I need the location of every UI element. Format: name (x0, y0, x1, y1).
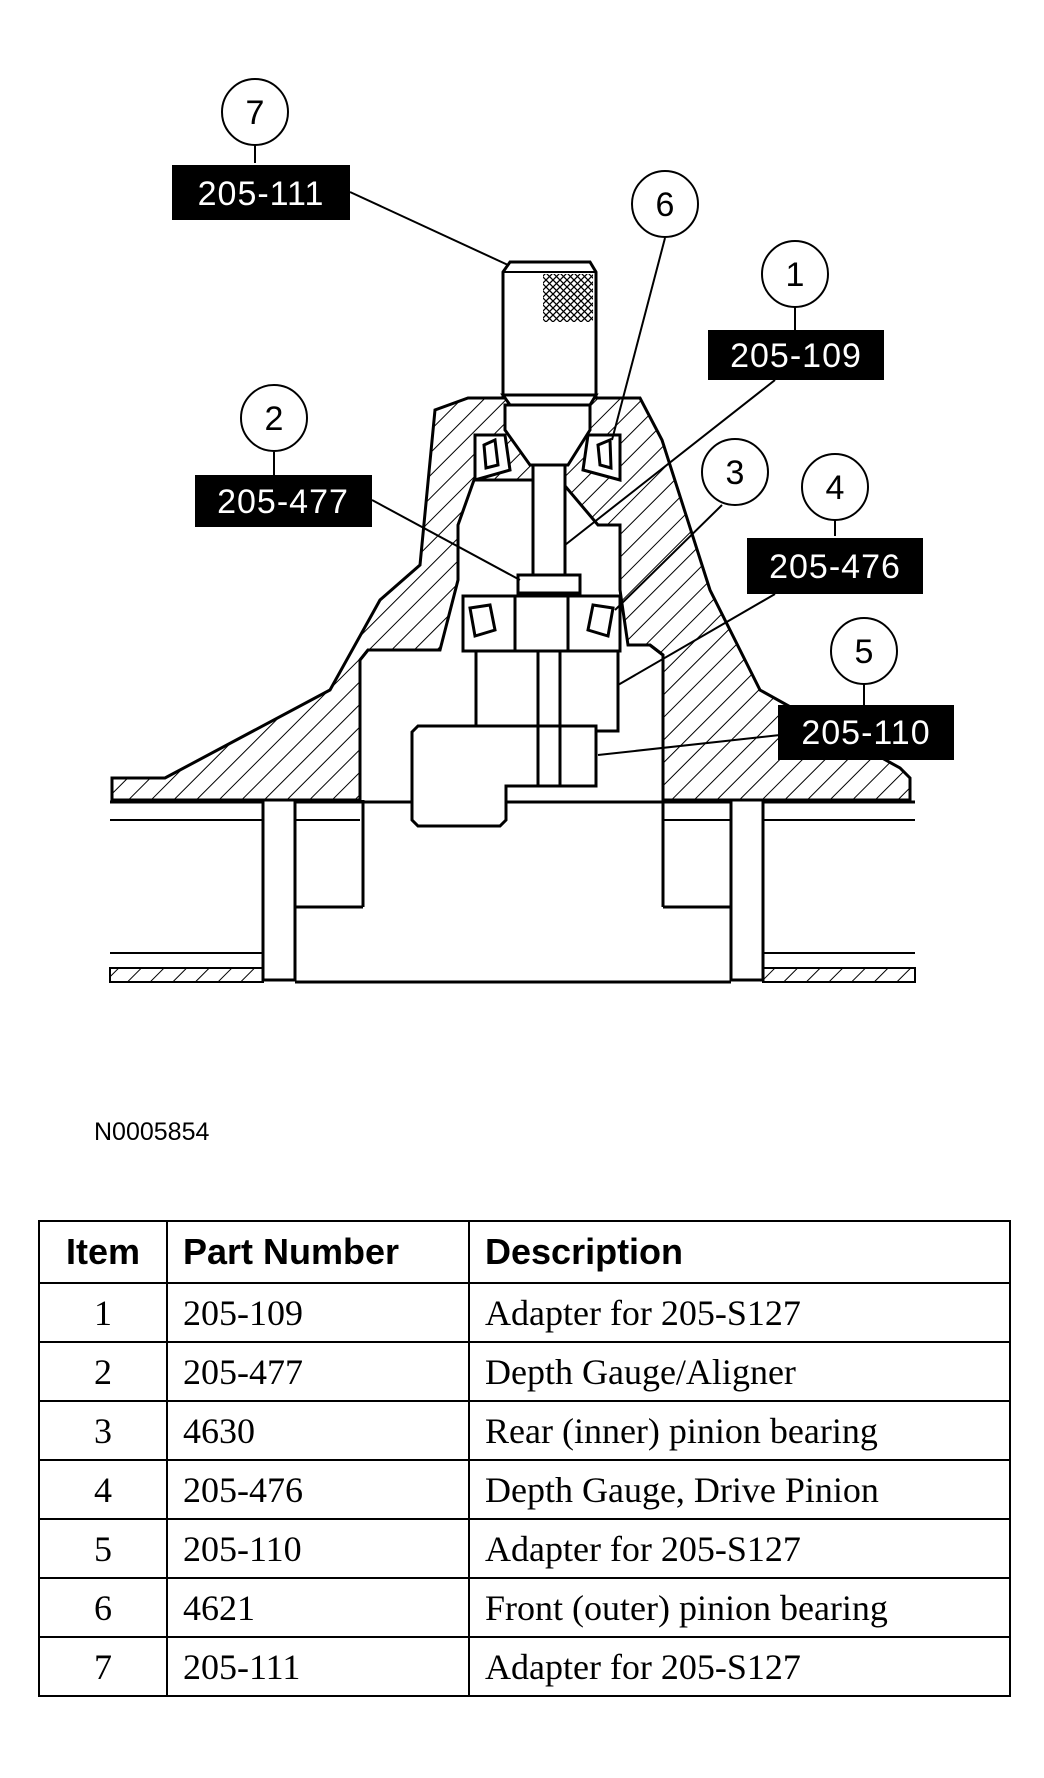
cell-description: Adapter for 205-S127 (469, 1637, 1010, 1696)
cell-part-number: 4621 (167, 1578, 469, 1637)
cell-description: Rear (inner) pinion bearing (469, 1401, 1010, 1460)
cell-description: Front (outer) pinion bearing (469, 1578, 1010, 1637)
figure-id: N0005854 (94, 1118, 210, 1146)
cell-part-number: 205-110 (167, 1519, 469, 1578)
parts-table (38, 1220, 1011, 1697)
rear-pinion-bearing (463, 596, 620, 651)
cell-part-number: 205-477 (167, 1342, 469, 1401)
callout-2 (195, 385, 372, 527)
cell-item: 4 (39, 1460, 167, 1519)
cell-part-number: 205-111 (167, 1637, 469, 1696)
cell-part-number: 4630 (167, 1401, 469, 1460)
adapter-205-110 (412, 726, 596, 826)
cell-item: 7 (39, 1637, 167, 1696)
table-row (39, 1401, 1010, 1460)
header-part-number: Part Number (167, 1221, 469, 1283)
table-row (39, 1460, 1010, 1519)
part-label: 205-109 (730, 337, 862, 375)
part-label: 205-476 (769, 548, 901, 586)
cell-item: 3 (39, 1401, 167, 1460)
callout-6 (632, 171, 698, 237)
callout-5 (778, 618, 954, 760)
callout-number: 2 (264, 400, 284, 438)
callout-number: 4 (825, 469, 845, 507)
adapter-205-111-handle (503, 262, 596, 405)
part-label: 205-110 (801, 714, 931, 752)
table-row (39, 1283, 1010, 1342)
table-row (39, 1342, 1010, 1401)
cell-item: 5 (39, 1519, 167, 1578)
depth-gauge-205-476 (476, 651, 618, 731)
part-label: 205-111 (197, 175, 325, 213)
part-label: 205-477 (217, 483, 349, 521)
cell-item: 2 (39, 1342, 167, 1401)
callout-7 (172, 79, 350, 220)
cell-description: Depth Gauge, Drive Pinion (469, 1460, 1010, 1519)
cell-item: 6 (39, 1578, 167, 1637)
header-item: Item (39, 1221, 167, 1283)
table-row (39, 1519, 1010, 1578)
callout-number: 3 (725, 454, 745, 492)
callout-number: 5 (854, 633, 874, 671)
cell-description: Adapter for 205-S127 (469, 1283, 1010, 1342)
cell-part-number: 205-109 (167, 1283, 469, 1342)
callout-number: 1 (785, 256, 805, 294)
cell-description: Depth Gauge/Aligner (469, 1342, 1010, 1401)
callout-number: 6 (655, 186, 675, 224)
table-row (39, 1637, 1010, 1696)
table-row (39, 1578, 1010, 1637)
lower-housing (110, 800, 915, 982)
cell-part-number: 205-476 (167, 1460, 469, 1519)
header-description: Description (469, 1221, 1010, 1283)
table-header-row (39, 1221, 1010, 1283)
callout-number: 7 (245, 94, 265, 132)
callout-3 (702, 439, 768, 505)
cell-description: Adapter for 205-S127 (469, 1519, 1010, 1578)
cell-item: 1 (39, 1283, 167, 1342)
